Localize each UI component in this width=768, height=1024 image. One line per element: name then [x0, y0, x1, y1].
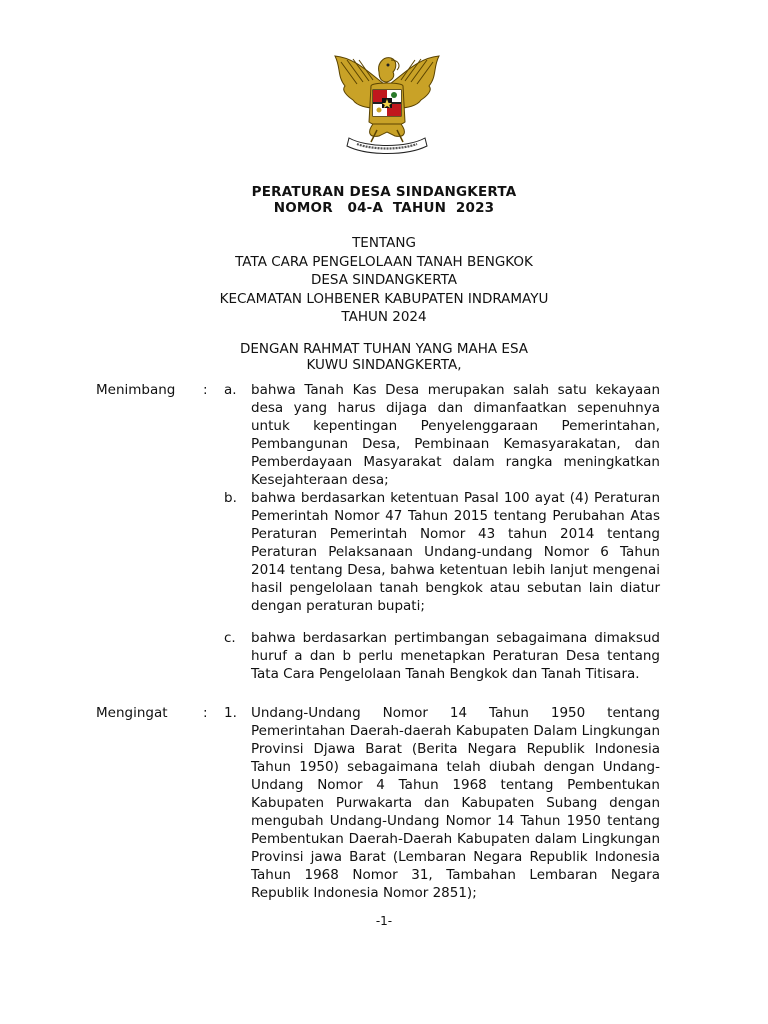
menimbang-item-text: bahwa berdasarkan ketentuan Pasal 100 ayat (4) Peraturan Pemerintah Nomor 47 Tahun 2015 tentang Perubahan Atas Peraturan Pemerintah Nomor 43 tahun 2014 tentang Peraturan Pelaksanaan Undang-undang Nomor 6 Tahun 2014 tentang Desa, bahwa ketentuan lebih lanjut mengenai hasil pengelolaan tanah bengkok atau sebutan lain diatur dengan peraturan bupati; [251, 490, 660, 614]
subtitle-line: KECAMATAN LOHBENER KABUPATEN INDRAMAYU [219, 290, 549, 307]
menimbang-item-text: bahwa Tanah Kas Desa merupakan salah satu kekayaan desa yang harus dijaga dan dimanfaatkan sepenuhnya untuk kepentingan Penyelenggaraan Pemerintahan, Pembangunan Desa, Pembinaan Kemasyarakatan, dan Pemberdayaan Masyarakat dalam rangka meningkatkan Kesejahteraan desa; [251, 382, 660, 488]
regulation-title [0, 184, 768, 216]
mengingat-item-text: Undang-Undang Nomor 14 Tahun 1950 tentang Pemerintahan Daerah-daerah Kabupaten Dalam Lingkungan Provinsi Djawa Barat (Berita Negara Republik Indonesia Tahun 1950) sebagaimana telah diubah dengan Undang-Undang Nomor 4 Tahun 1968 tentang Pembentukan Kabupaten Purwakarta dan Kabupaten Subang dengan mengubah Undang-Undang Nomor 14 Tahun 1950 tentang Pembentukan Daerah-Daerah Kabupaten dalam Lingkungan Provinsi jawa Barat (Lembaran Negara Republik Indonesia Tahun 1968 Nomor 31, Tambahan Lembaran Negara Republik Indonesia Nomor 2851); [251, 705, 660, 901]
subtitle-line: TENTANG [352, 235, 416, 251]
title-line-2: NOMOR 04-A TAHUN 2023 [273, 200, 495, 216]
invocation [0, 341, 768, 373]
invocation-line-1: DENGAN RAHMAT TUHAN YANG MAHA ESA [239, 341, 529, 357]
menimbang-item-marker: c. [224, 630, 236, 646]
subtitle-line: DESA SINDANGKERTA [310, 272, 458, 288]
mengingat-colon: : [203, 705, 208, 721]
mengingat-label: Mengingat [96, 705, 168, 721]
menimbang-item-text: bahwa berdasarkan pertimbangan sebagaimana dimaksud huruf a dan b perlu menetapkan Peraturan Desa tentang Tata Cara Pengelolaan Tanah Bengkok dan Tanah Titisara. [251, 630, 660, 682]
regulation-subtitle [0, 234, 768, 327]
invocation-line-2: KUWU SINDANGKERTA, [306, 357, 462, 373]
title-line-1: PERATURAN DESA SINDANGKERTA [251, 184, 517, 200]
page-number: -1- [375, 914, 393, 928]
subtitle-line: TAHUN 2024 [341, 309, 427, 325]
menimbang-item-marker: a. [224, 382, 237, 398]
mengingat-item-marker: 1. [224, 705, 237, 721]
menimbang-item-marker: b. [224, 490, 237, 506]
garuda-emblem-icon [327, 46, 447, 158]
menimbang-label: Menimbang [96, 382, 176, 398]
menimbang-colon: : [203, 382, 208, 398]
subtitle-line: TATA CARA PENGELOLAAN TANAH BENGKOK [235, 253, 533, 270]
